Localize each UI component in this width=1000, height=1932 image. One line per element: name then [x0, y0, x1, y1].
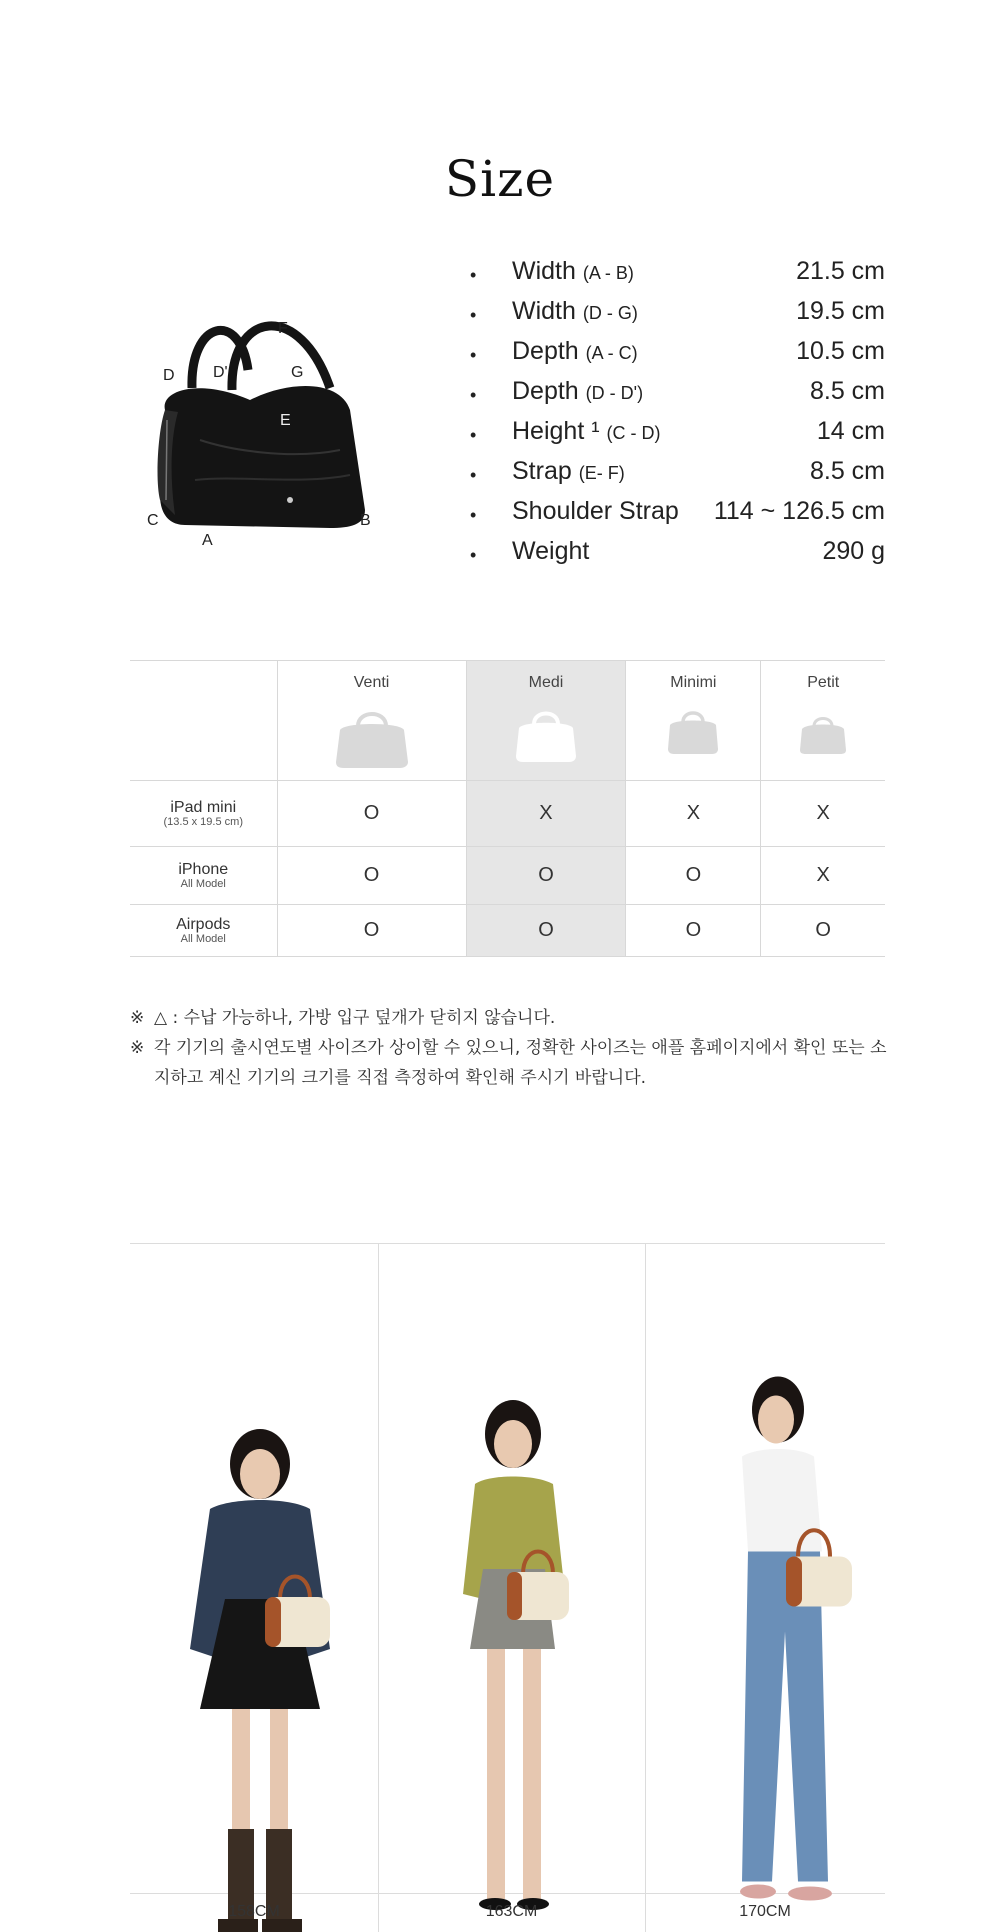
spec-row [470, 335, 885, 375]
bullet: • [470, 545, 477, 565]
table-row [130, 781, 885, 847]
column-header-venti: Venti [277, 661, 466, 781]
fit-mark: X [466, 781, 626, 847]
model-photo-170 [690, 1308, 870, 1932]
spec-row [470, 295, 885, 335]
row-header-airpods: Airpods All Model [130, 905, 277, 957]
bullet: • [470, 305, 477, 325]
diagram-label-f: F [278, 320, 288, 337]
spec-value: 14 cm [816, 417, 885, 445]
spec-label: Shoulder Strap [512, 497, 679, 525]
fit-mark: O [277, 781, 466, 847]
spec-label: Height ¹ (C - D) [512, 417, 661, 445]
fit-mark: O [466, 847, 626, 905]
fit-mark: X [761, 781, 885, 847]
fit-mark: O [277, 847, 466, 905]
row-header-iphone: iPhone All Model [130, 847, 277, 905]
note-symbol: ※ [130, 1038, 145, 1058]
spec-label: Width (D - G) [512, 297, 638, 325]
model-photo-163 [425, 1323, 605, 1932]
bullet: • [470, 465, 477, 485]
column-header-petit: Petit [761, 661, 885, 781]
bag-silhouette-icon [334, 708, 410, 768]
note-text: 각 기기의 출시연도별 사이즈가 상이할 수 있으니, 정확한 사이즈는 애플 홈페이지에서 확인 또는 소지하고 계신 기기의 크기를 직접 측정하여 확인해 주시기 바랍니다. [154, 1038, 887, 1088]
note-symbol: ※ [130, 1008, 145, 1028]
table-corner [130, 661, 277, 781]
spec-value: 21.5 cm [796, 257, 885, 285]
spec-value: 8.5 cm [809, 377, 885, 405]
spec-label: Weight [512, 537, 590, 565]
note-item [130, 1003, 900, 1033]
spec-label: Depth (A - C) [512, 337, 638, 365]
note-item [130, 1033, 900, 1093]
diagram-label-g: G [291, 364, 304, 381]
bullet: • [470, 265, 477, 285]
spec-list [470, 255, 885, 575]
column-header-medi: Medi [466, 661, 626, 781]
bullet: • [470, 505, 477, 525]
bullet: • [470, 385, 477, 405]
fit-mark: O [626, 847, 761, 905]
compatibility-table [130, 660, 885, 957]
fit-mark: O [761, 905, 885, 957]
spec-value: 114 ~ 126.5 cm [713, 497, 885, 525]
bag-silhouette-icon [798, 714, 848, 754]
diagram-label-d: D [163, 367, 175, 384]
spec-value: 10.5 cm [796, 337, 885, 365]
diagram-label-b: B [360, 512, 371, 529]
diagram-label-a: A [202, 532, 213, 549]
fit-mark: O [626, 905, 761, 957]
spec-label: Depth (D - D') [512, 377, 644, 405]
model-photo-158 [170, 1338, 350, 1932]
product-diagram [140, 300, 380, 550]
spec-row [470, 455, 885, 495]
fit-mark: O [277, 905, 466, 957]
spec-row [470, 375, 885, 415]
spec-value: 290 g [822, 537, 885, 565]
column-header-minimi: Minimi [626, 661, 761, 781]
model-height-label: 170CM [739, 1903, 791, 1920]
bag-silhouette-icon [666, 708, 720, 754]
fit-mark: O [466, 905, 626, 957]
model-photo-grid [130, 1243, 885, 1932]
diagram-label-d-prime: D' [213, 364, 228, 381]
black-bag-image [140, 300, 380, 550]
model-height-label: 158CM [228, 1903, 280, 1920]
spec-label: Strap (E- F) [512, 457, 625, 485]
spec-row [470, 535, 885, 575]
diagram-label-c: C [147, 512, 159, 529]
bag-silhouette-icon [514, 708, 578, 762]
fit-mark: X [761, 847, 885, 905]
table-row [130, 847, 885, 905]
bullet: • [470, 345, 477, 365]
page-title: Size [444, 150, 556, 208]
spec-row [470, 495, 885, 535]
spec-value: 8.5 cm [809, 457, 885, 485]
diagram-label-e: E [280, 412, 291, 429]
note-text: △ : 수납 가능하나, 가방 입구 덮개가 닫히지 않습니다. [154, 1008, 556, 1028]
spec-row [470, 255, 885, 295]
spec-value: 19.5 cm [796, 297, 885, 325]
table-row [130, 905, 885, 957]
model-height-label: 163CM [485, 1903, 538, 1920]
row-header-ipad-mini: iPad mini (13.5 x 19.5 cm) [130, 781, 277, 847]
notes [130, 1003, 900, 1093]
bullet: • [470, 425, 477, 445]
spec-row [470, 415, 885, 455]
spec-label: Width (A - B) [512, 257, 634, 285]
fit-mark: X [626, 781, 761, 847]
